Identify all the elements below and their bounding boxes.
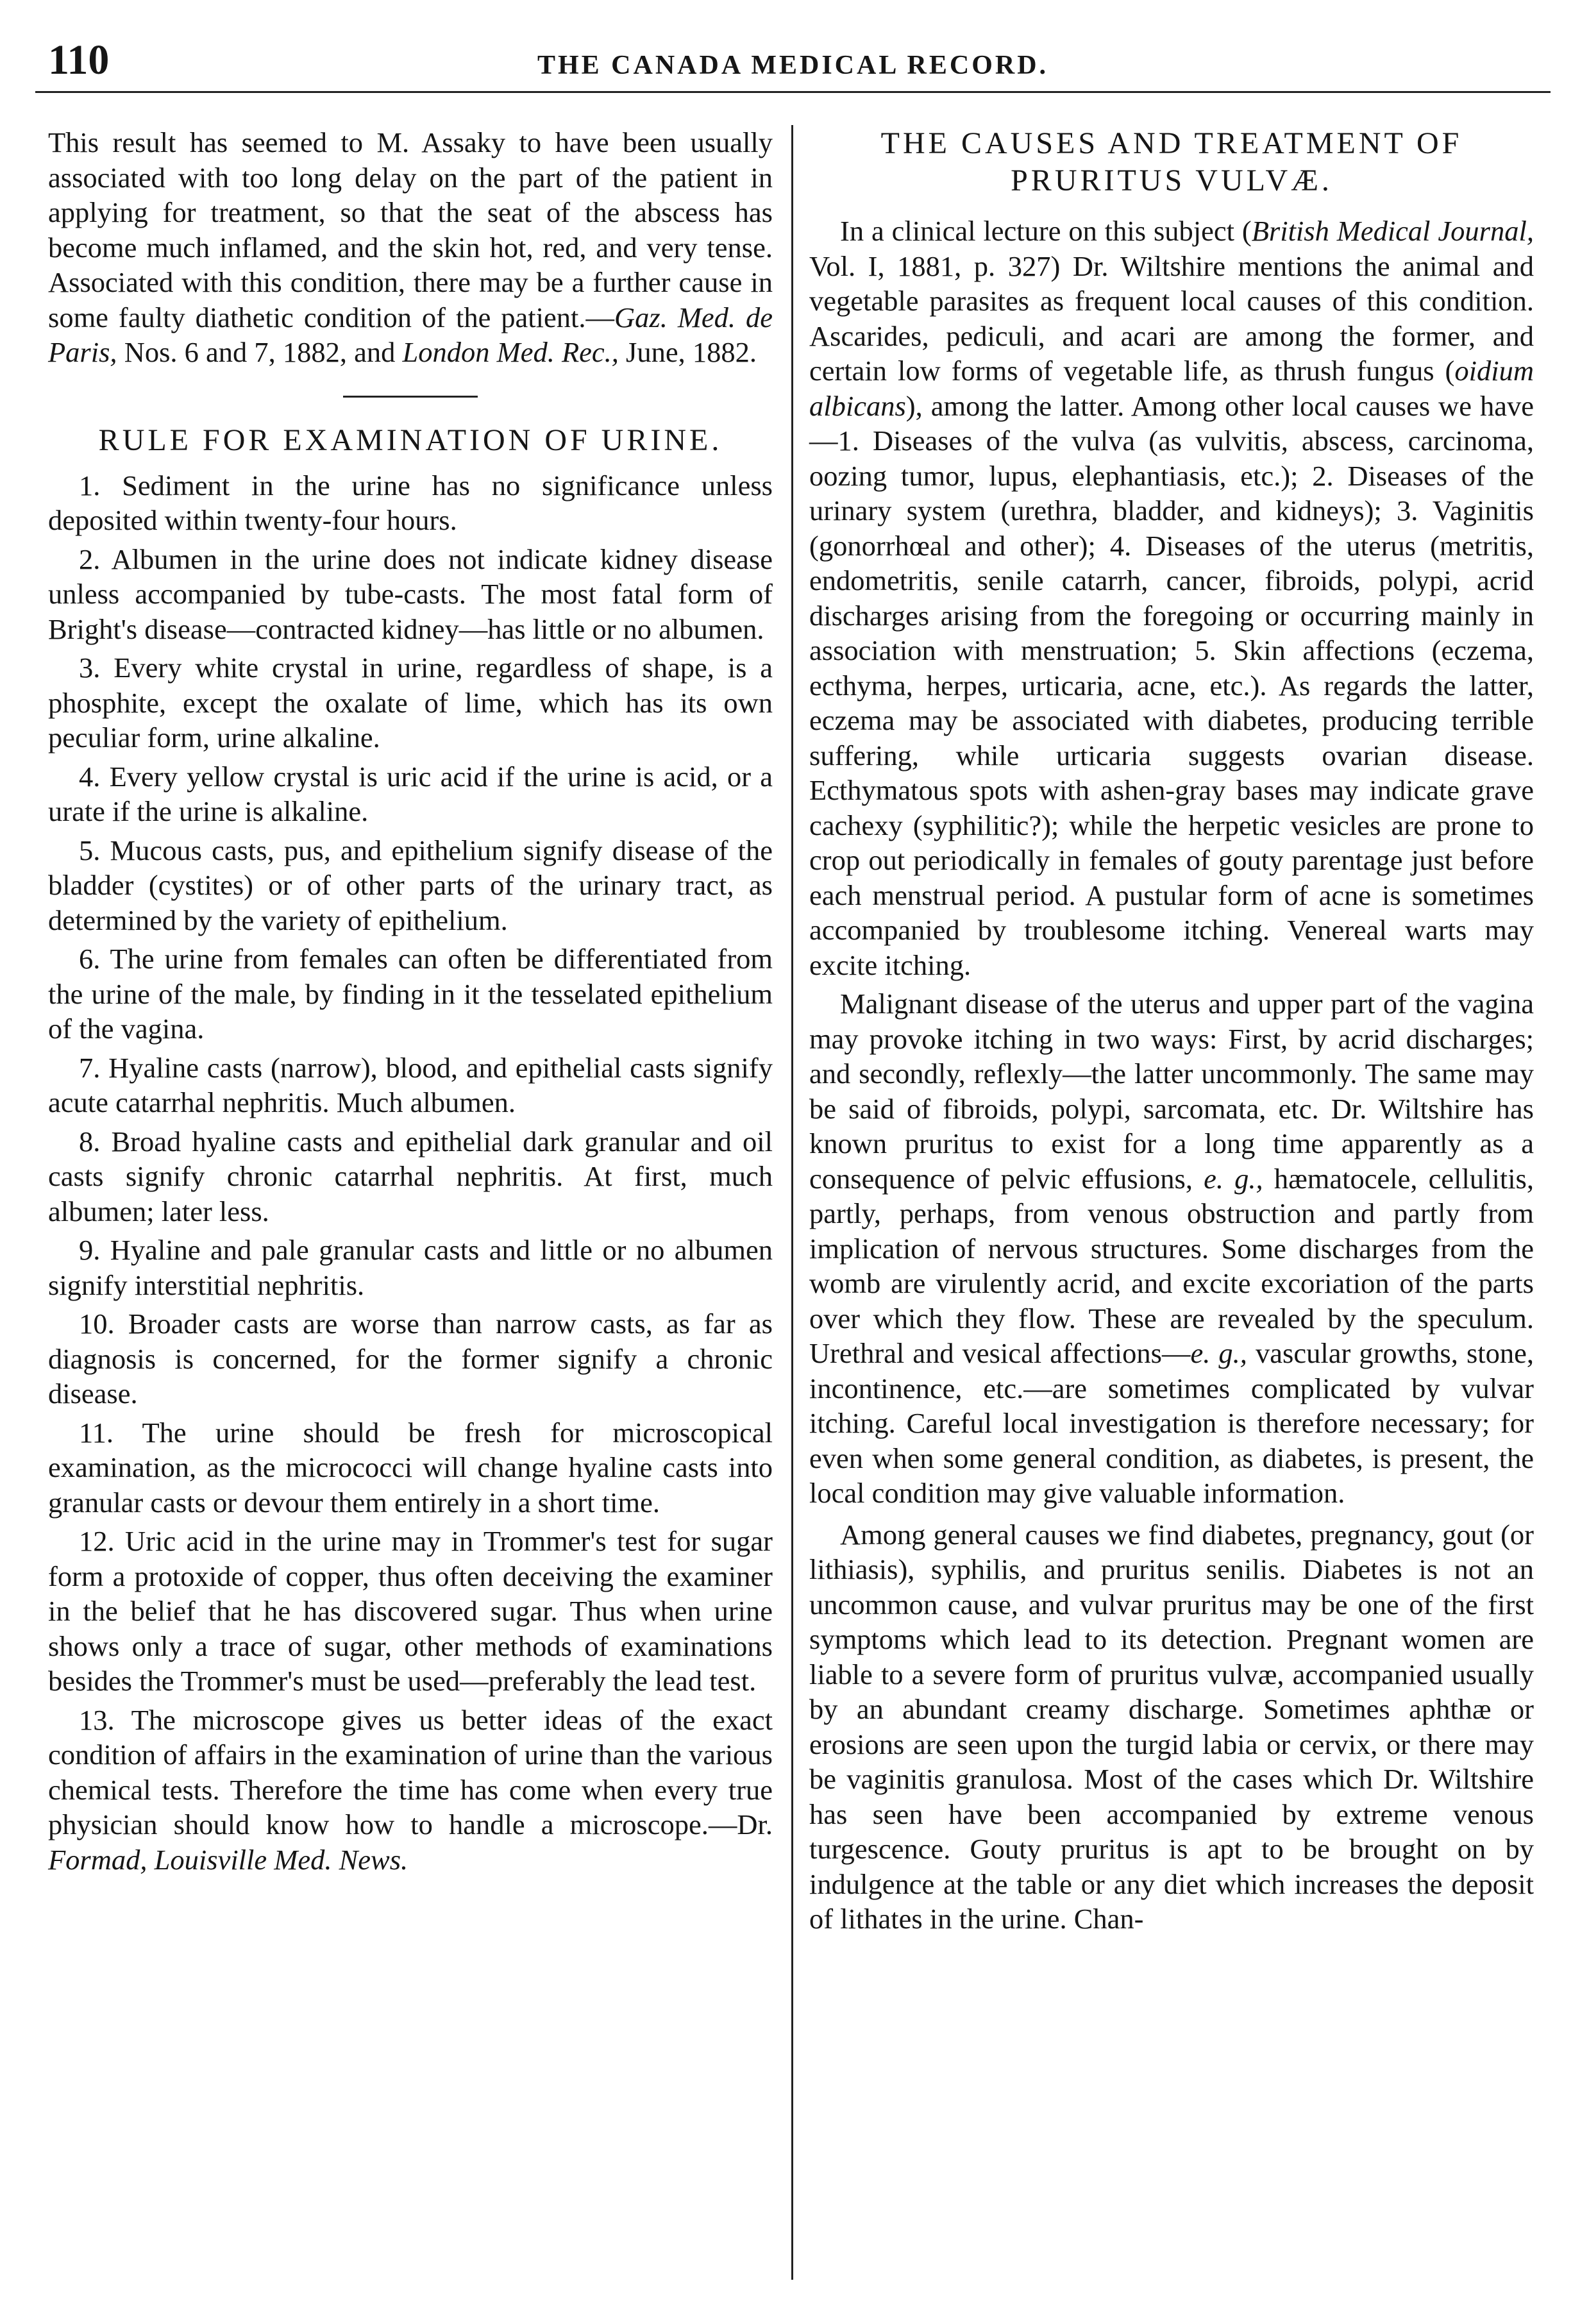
abscess-paragraph — [48, 125, 773, 370]
running-title: THE CANADA MEDICAL RECORD. — [537, 51, 1049, 80]
rule-item: 1. Sediment in the urine has no significance unless deposited within twenty-four hours. — [48, 469, 773, 536]
rule-item: 9. Hyaline and pale granular casts and little or no albumen signify interstitial nephritis. — [48, 1234, 773, 1301]
page-number: 110 — [48, 37, 110, 83]
rule-item: 11. The urine should be fresh for microscopical examination, as the micrococci will change hyaline casts into granular casts or devour them entirely in a short time. — [48, 1416, 773, 1519]
rule-item — [48, 1703, 773, 1878]
rule-item: 8. Broad hyaline casts and epithelial dark granular and oil casts signify chronic catarrhal nephritis. At first, much albumen; later less. — [48, 1125, 773, 1227]
page-header — [35, 36, 1551, 87]
rule-item: 3. Every white crystal in urine, regardless of shape, is a phosphite, except the oxalate of lime, which has its own peculiar form, urine alkaline. — [48, 652, 773, 754]
p2-text-c: vascular growths, stone, incontinence, etc.—are sometimes complicated by vulvar itching. Careful local investigation is therefore necessary; for even when some general condition, as diabetes, is present, the local condition may give valuable information. — [809, 1337, 1534, 1509]
rule-item: 12. Uric acid in the urine may in Trommer's test for sugar form a protoxide of copper, thus often deceiving the examiner in the belief that he has discovered sugar. Thus when urine shows only a trace of sugar, other methods of examinations besides the Trommer's must be used—preferably the lead test. — [48, 1525, 773, 1697]
pruritus-paragraph-3: Among general causes we find diabetes, pregnancy, gout (or lithiasis), syphilis, and pruritus senilis. Diabetes is not an uncommon cause, and vulvar pruritus may be one of the first symptoms which lead to its detection. Pregnant women are liable to a severe form of pruritus vulvæ, accompanied usually by an abundant creamy discharge. Sometimes aphthæ or erosions are seen upon the turgid labia or cervix, or there may be vaginitis granulosa. Most of the cases which Dr. Wiltshire has seen have been accompanied by extreme venous turgescence. Gouty pruritus is apt to be brought on by indulgence at the table or any diet which increases the deposit of lithates in the urine. Chan- — [809, 1518, 1534, 1935]
rule-item: 7. Hyaline casts (narrow), blood, and epithelial casts signify acute catarrhal nephritis. Much albumen. — [48, 1051, 773, 1118]
rule-13-text: 13. The microscope gives us better ideas of the exact condition of affairs in the examination of urine than the various chemical tests. Therefore the time has come when every true physician should know how to handle a microscope.—Dr. — [48, 1703, 773, 1840]
p1-citation-2: oidium albicans — [809, 355, 1534, 422]
rule-item: 10. Broader casts are worse than narrow casts, as far as diagnosis is concerned, for the former signify a chronic disease. — [48, 1308, 773, 1410]
p2-eg-2: e. g., — [1190, 1337, 1247, 1369]
section-heading-urine: RULE FOR EXAMINATION OF URINE. — [98, 423, 723, 457]
p2-text-a: Malignant disease of the uterus and upper part of the vagina may provoke itching in two ways: First, by acrid discharges; and secondly, reflexly—the latter uncommonly. The same may be said of fibroids, polypi, sarcomata, etc. Dr. Wiltshire has known pruritus to exist for a long time apparently as a consequence of pelvic effusions, — [809, 988, 1534, 1195]
p2-eg: e. g., — [1204, 1162, 1263, 1195]
article-heading-line2: PRURITUS VULVÆ. — [1011, 164, 1333, 198]
citation-date: June, 1882. — [618, 336, 757, 368]
right-column — [809, 125, 1534, 1937]
citation-london: London Med. Rec., — [402, 336, 619, 368]
section-divider — [343, 396, 478, 398]
abscess-text: This result has seemed to M. Assaky to have been usually associated with too long delay on the part of the patient in applying for treatment, so that the seat of the abscess has become much inflamed, and the skin hot, red, and very tense. Associated with this condition, there may be a further cause in some faulty diathetic condition of the patient.— — [48, 126, 773, 333]
citation-numbers: Nos. 6 and 7, 1882, and — [117, 336, 403, 368]
header-rule — [35, 91, 1551, 93]
pruritus-paragraph-1 — [809, 214, 1534, 982]
article-heading-line1: THE CAUSES AND TREATMENT OF — [880, 126, 1463, 160]
rule-item: 6. The urine from females can often be differentiated from the urine of the male, by finding in it the tesselated epithelium of the vagina. — [48, 943, 773, 1045]
p2-text-b: hæmatocele, cellulitis, partly, perhaps, from venous obstruction and partly from implication of nervous structures. Some discharges from the womb are virulently acrid, and excite excoriation of the parts over which they flow. These are revealed by the speculum. Urethral and vesical affections— — [809, 1162, 1534, 1369]
p1-text-b: Vol. I, 1881, p. 327) Dr. Wiltshire mentions the animal and vegetable parasites as frequent local causes of this condition. Ascarides, pediculi, and acari are among the former, and certain low forms of vegetable life, as thrush fungus ( — [809, 249, 1534, 387]
rule-item: 2. Albumen in the urine does not indicate kidney disease unless accompanied by tube-casts. The most fatal form of Bright's disease—contracted kidney—has little or no albumen. — [48, 543, 773, 645]
p1-text-c: ), among the latter. Among other local causes we have—1. Diseases of the vulva (as vulvitis, abscess, carcinoma, oozing tumor, lupus, elephantiasis, etc.); 2. Diseases of the urinary system (urethra, bladder, and kidneys); 3. Vaginitis (gonorrhœal and other); 4. Diseases of the uterus (metritis, endometritis, senile catarrh, cancer, fibroids, polypi, acrid discharges arising from the foregoing or occurring mainly in association with menstruation; 5. Skin affections (eczema, ecthyma, herpes, urticaria, acne, etc.). As regards the latter, eczema may be associated with diabetes, producing terrible suffering, while urticaria suggests ovarian disease. Ecthymatous spots with ashen-gray bases may indicate grave cachexy (syphilitic?); while the herpetic vesicles are prone to crop out periodically in females of gouty parentage just before each menstrual period. A pustular form of acne is sometimes accompanied by troublesome itching. Venereal warts may excite itching. — [809, 389, 1534, 981]
rule-item: 4. Every yellow crystal is uric acid if the urine is acid, or a urate if the urine is alkaline. — [48, 760, 773, 827]
pruritus-paragraph-2 — [809, 986, 1534, 1511]
p1-text-a: In a clinical lecture on this subject ( — [840, 215, 1252, 247]
rule-13-citation: Formad, Louisville Med. News. — [48, 1843, 408, 1876]
citation-gazette: Gaz. Med. de Paris, — [48, 301, 773, 368]
p1-citation: British Medical Journal, — [1251, 215, 1534, 247]
rule-item: 5. Mucous casts, pus, and epithelium signify disease of the bladder (cystites) or of other parts of the urinary tract, as determined by the variety of epithelium. — [48, 834, 773, 936]
column-divider — [791, 125, 793, 2280]
left-column — [48, 125, 773, 1877]
